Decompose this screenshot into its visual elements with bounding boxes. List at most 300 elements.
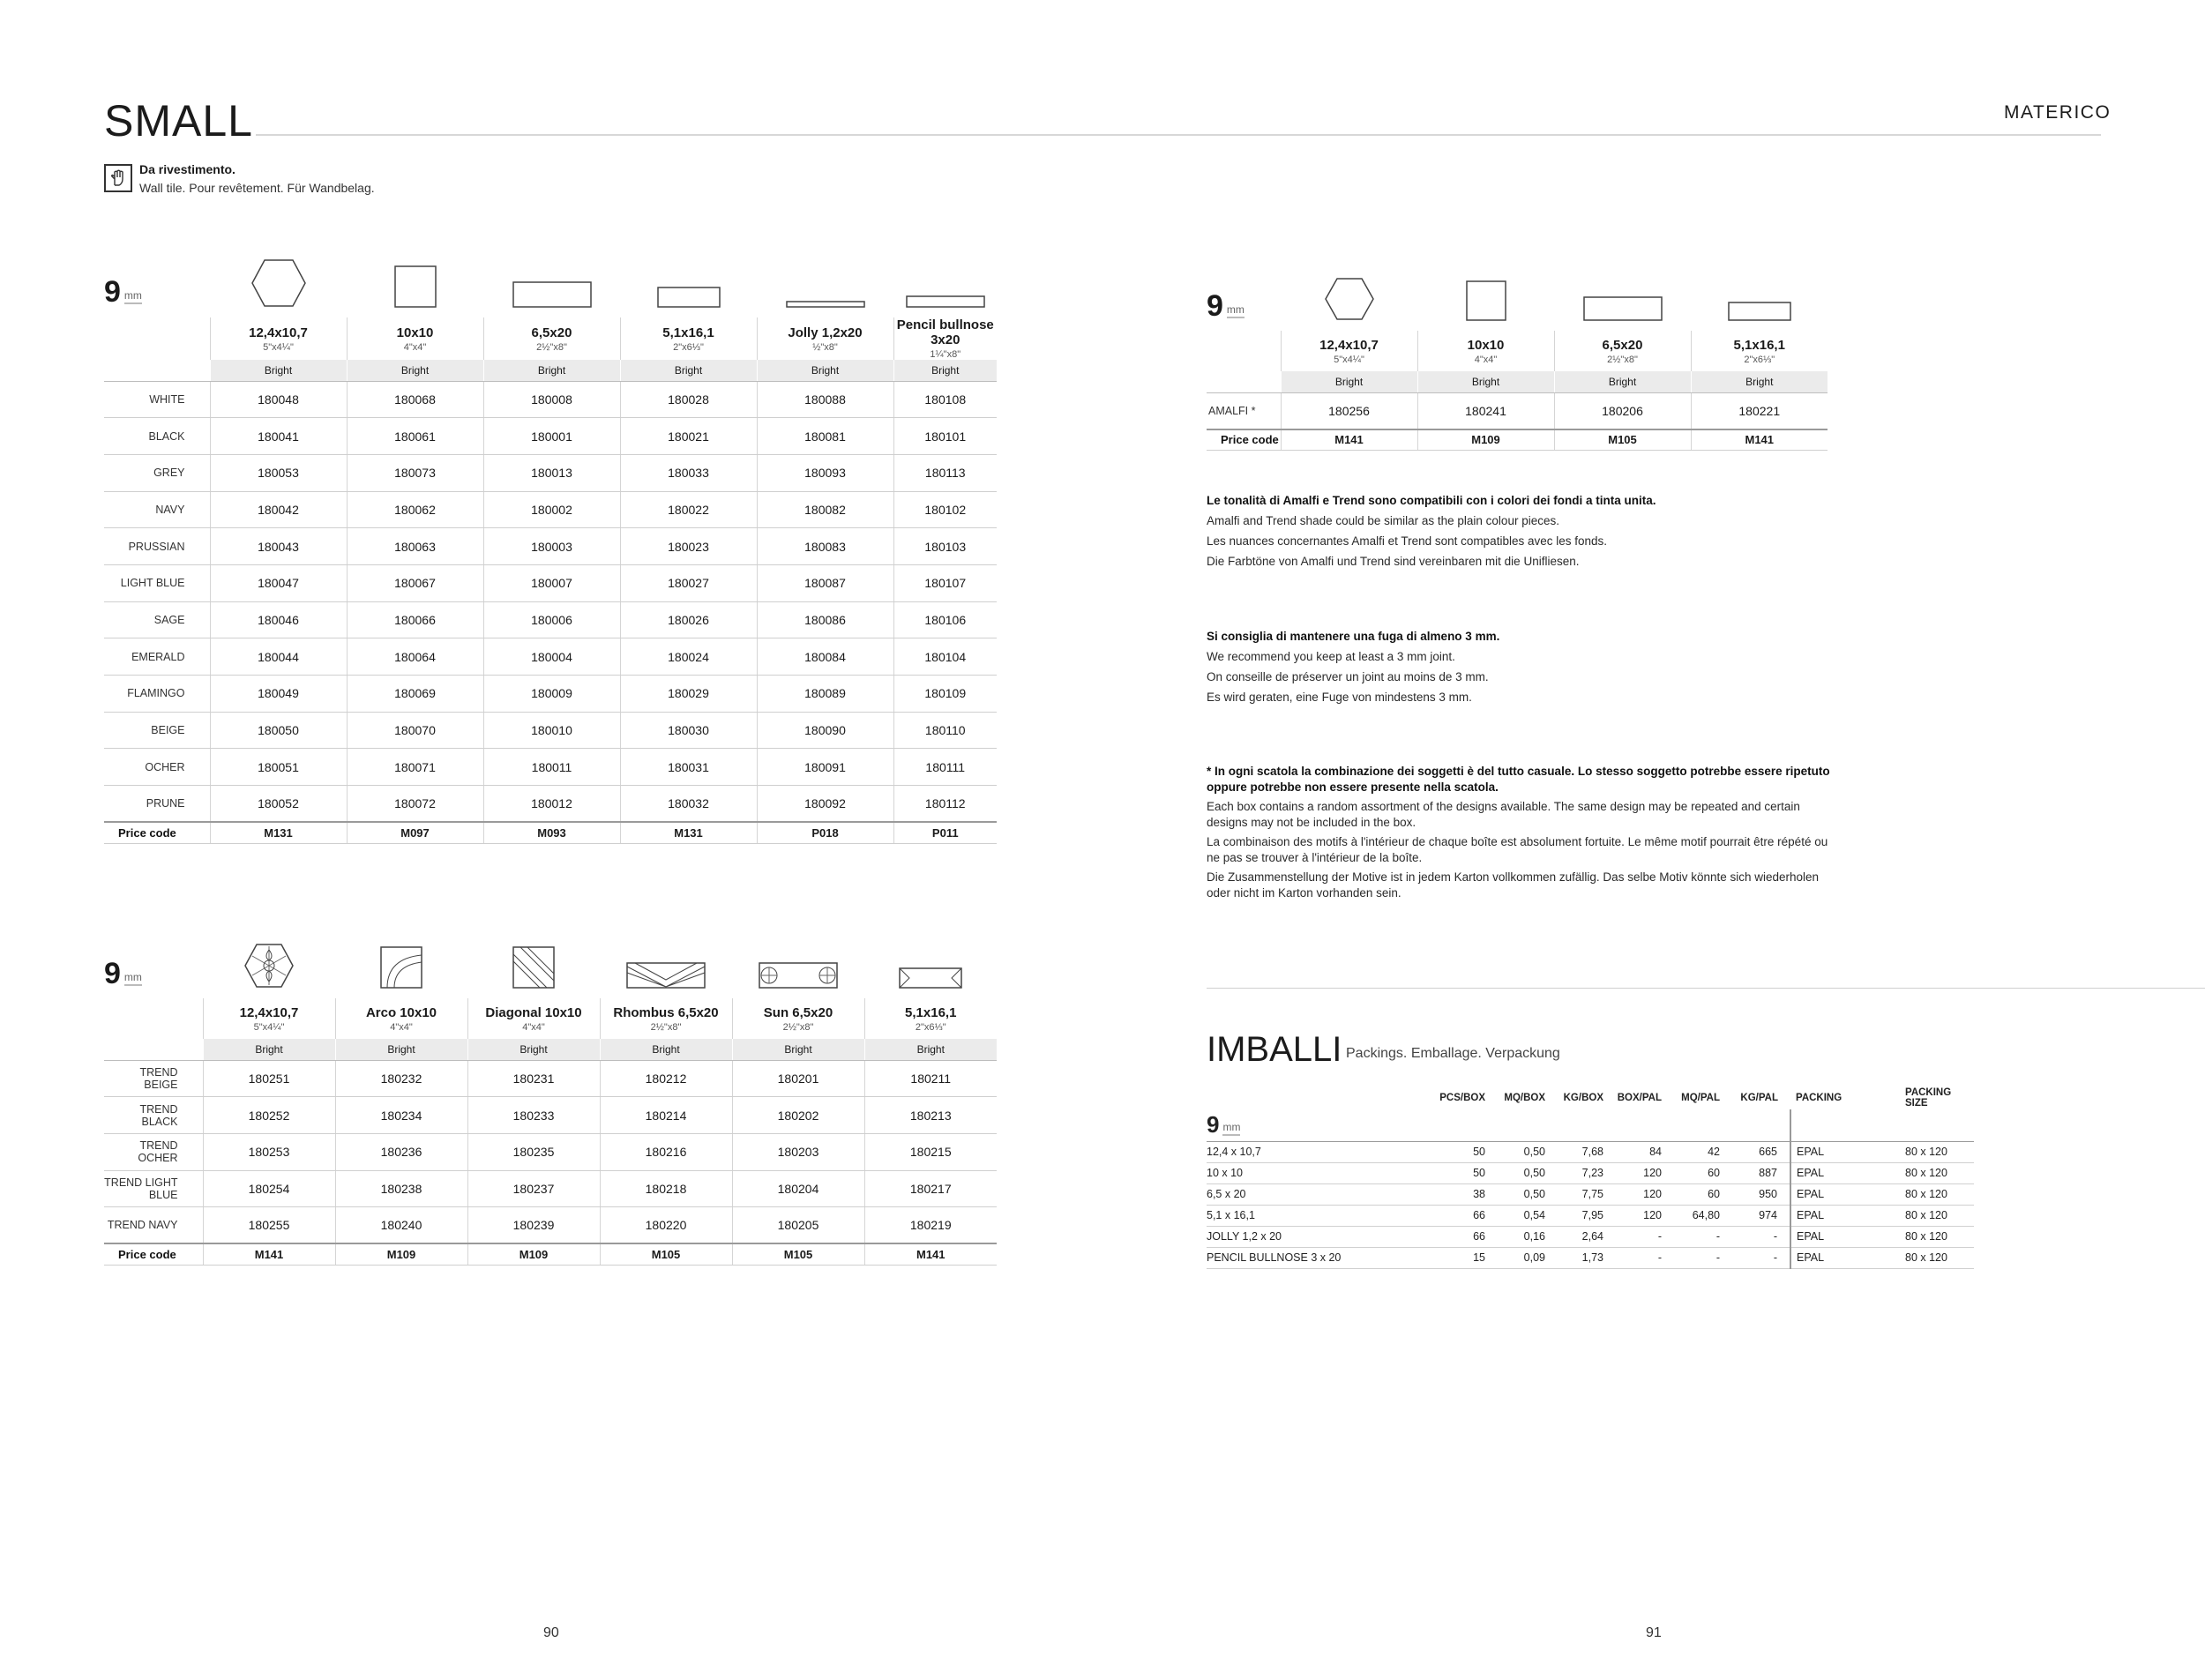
- table-row: [104, 712, 997, 749]
- packing-value: -: [1674, 1247, 1732, 1268]
- thickness-value: 9: [1207, 1111, 1220, 1139]
- packing-value: 0,09: [1498, 1247, 1558, 1268]
- table-row: [104, 1133, 997, 1170]
- packing-value: 0,54: [1498, 1205, 1558, 1226]
- price-code: M141: [1281, 429, 1417, 451]
- product-code: 180241: [1417, 392, 1554, 429]
- product-code: 180068: [347, 381, 483, 418]
- table-row: [104, 601, 997, 638]
- finish-label: Bright: [203, 1039, 335, 1060]
- page-number-left: 90: [543, 1625, 559, 1640]
- size-header-cell: [210, 317, 347, 360]
- product-code: 180032: [620, 786, 757, 823]
- table-row: [104, 749, 997, 786]
- product-code: 180235: [467, 1133, 600, 1170]
- product-code: 180091: [757, 749, 893, 786]
- tile-size-inches: 2½"x8": [650, 1021, 682, 1033]
- tile-size: Diagonal 10x10: [485, 1004, 582, 1020]
- wall-tile-icon: [104, 164, 132, 192]
- packing-value: -: [1616, 1226, 1674, 1247]
- size-header-cell: [732, 998, 864, 1039]
- packing-size-name: 12,4 x 10,7: [1207, 1141, 1436, 1162]
- color-name: WHITE: [104, 381, 210, 418]
- product-code: 180218: [600, 1170, 732, 1207]
- product-code: 180252: [203, 1097, 335, 1134]
- tile-size: 12,4x10,7: [239, 1004, 299, 1020]
- product-code: 180013: [483, 454, 620, 491]
- packing-size-name: PENCIL BULLNOSE 3 x 20: [1207, 1247, 1436, 1268]
- tile-size-inches: 2½"x8": [782, 1021, 814, 1033]
- product-code: 180009: [483, 676, 620, 713]
- product-code: 180063: [347, 528, 483, 565]
- table-row: [104, 454, 997, 491]
- product-code: 180050: [210, 712, 347, 749]
- tile-size-inches: 2"x6⅓": [673, 341, 704, 353]
- packing-value: 974: [1732, 1205, 1790, 1226]
- price-code-label: Price code: [104, 822, 210, 843]
- tile-size-inches: 2½"x8": [1607, 354, 1638, 365]
- product-code: 180219: [864, 1207, 997, 1244]
- product-code: 180231: [467, 1060, 600, 1097]
- packing-value: 80 x 120: [1900, 1247, 1974, 1268]
- table-row: [104, 564, 997, 601]
- product-code: 180093: [757, 454, 893, 491]
- tile-size-inches: 5"x4¼": [253, 1021, 285, 1033]
- note-shade: [1207, 490, 1842, 571]
- product-code: 180237: [467, 1170, 600, 1207]
- size-header-cell: [864, 998, 997, 1039]
- price-code: P018: [757, 822, 893, 843]
- tile-size-inches: 1¼"x8": [930, 349, 961, 360]
- price-code: M141: [203, 1243, 335, 1265]
- product-code: 180221: [1691, 392, 1828, 429]
- rectangle-tile-icon: [1691, 269, 1828, 331]
- packing-value: -: [1616, 1247, 1674, 1268]
- packing-value: 80 x 120: [1900, 1141, 1974, 1162]
- packing-value: 1,73: [1558, 1247, 1616, 1268]
- packing-value: 80 x 120: [1900, 1162, 1974, 1183]
- packing-value: 950: [1732, 1183, 1790, 1205]
- product-code: 180043: [210, 528, 347, 565]
- tile-size-inches: 5"x4¼": [263, 341, 294, 353]
- product-code: 180251: [203, 1060, 335, 1097]
- product-code: 180011: [483, 749, 620, 786]
- page-title: SMALL: [104, 96, 253, 146]
- tile-size: 5,1x16,1: [1733, 337, 1785, 353]
- product-code: 180203: [732, 1133, 864, 1170]
- packing-value: 120: [1616, 1183, 1674, 1205]
- product-code: 180001: [483, 418, 620, 455]
- price-code: M131: [210, 822, 347, 843]
- product-code: 180102: [893, 491, 997, 528]
- packing-value: 60: [1674, 1162, 1732, 1183]
- product-code: 180204: [732, 1170, 864, 1207]
- product-code: 180254: [203, 1170, 335, 1207]
- packing-value: 42: [1674, 1141, 1732, 1162]
- color-name: PRUNE: [104, 786, 210, 823]
- product-code: 180021: [620, 418, 757, 455]
- price-code: P011: [893, 822, 997, 843]
- product-code: 180232: [335, 1060, 467, 1097]
- finish-label: Bright: [210, 360, 347, 381]
- table-row: [1207, 392, 1828, 429]
- finish-label: Bright: [732, 1039, 864, 1060]
- packing-column-header: PACKING: [1796, 1093, 1842, 1103]
- tile-size: 5,1x16,1: [662, 325, 714, 340]
- packing-value: 120: [1616, 1162, 1674, 1183]
- table-row: [1207, 1247, 1974, 1268]
- thickness-value: 9: [1207, 289, 1223, 323]
- color-name: SAGE: [104, 601, 210, 638]
- product-code: 180089: [757, 676, 893, 713]
- note-joint-fr: On conseille de préserver un joint au moins de 3 mm.: [1207, 670, 1489, 683]
- packing-value: 120: [1616, 1205, 1674, 1226]
- size-header-cell: [1554, 331, 1691, 371]
- color-name: TREND LIGHT BLUE: [104, 1170, 203, 1207]
- price-code: M105: [1554, 429, 1691, 451]
- product-code: 180202: [732, 1097, 864, 1134]
- size-header-cell: [893, 317, 997, 360]
- size-header-cell: [600, 998, 732, 1039]
- tile-size: 6,5x20: [531, 325, 572, 340]
- usage-description: Wall tile. Pour revêtement. Für Wandbelag.: [139, 181, 375, 195]
- price-code: M109: [467, 1243, 600, 1265]
- packing-column-header: MQ/PAL: [1681, 1093, 1720, 1103]
- packing-size-name: JOLLY 1,2 x 20: [1207, 1226, 1436, 1247]
- note-random-de: Die Zusammenstellung der Motive ist in jedem Karton vollkommen zufällig. Das selbe Motiv könnte sich wiederholen oder nicht im Karton vorhanden sein.: [1207, 870, 1820, 900]
- tile-size: Arco 10x10: [365, 1004, 437, 1020]
- table-row: [1207, 1183, 1974, 1205]
- color-name: BEIGE: [104, 712, 210, 749]
- rectangle-tile-icon: [1554, 269, 1691, 331]
- thickness-value: 9: [104, 957, 121, 990]
- packing-value: -: [1674, 1226, 1732, 1247]
- packing-table: [1207, 1086, 1974, 1269]
- color-name: EMERALD: [104, 638, 210, 676]
- product-code: 180044: [210, 638, 347, 676]
- tile-size: 6,5x20: [1602, 337, 1643, 353]
- packing-column-header: BOX/PAL: [1617, 1093, 1662, 1103]
- product-code: 180112: [893, 786, 997, 823]
- packing-value: 84: [1616, 1141, 1674, 1162]
- note-random-title: * In ogni scatola la combinazione dei soggetti è del tutto casuale. Lo stesso soggetto potrebbe essere ripetuto oppure potrebbe non essere presente nella scatola.: [1207, 765, 1830, 794]
- packing-value: 7,68: [1558, 1141, 1616, 1162]
- packing-value: 7,95: [1558, 1205, 1616, 1226]
- product-code: 180240: [335, 1207, 467, 1244]
- product-code: 180030: [620, 712, 757, 749]
- product-code: 180205: [732, 1207, 864, 1244]
- section-divider: [1207, 988, 2205, 989]
- color-name: NAVY: [104, 491, 210, 528]
- tile-size-inches: ½"x8": [812, 341, 838, 353]
- product-code: 180236: [335, 1133, 467, 1170]
- pencil-bullnose-tile-icon: [893, 256, 997, 317]
- finish-label: Bright: [335, 1039, 467, 1060]
- packing-column-header: KG/PAL: [1740, 1093, 1778, 1103]
- product-code: 180052: [210, 786, 347, 823]
- tile-size: 10x10: [396, 325, 434, 340]
- product-code: 180073: [347, 454, 483, 491]
- product-code: 180212: [600, 1060, 732, 1097]
- packing-value: 7,75: [1558, 1183, 1616, 1205]
- price-code: M109: [1417, 429, 1554, 451]
- price-code-row: [104, 1243, 997, 1265]
- note-random-en: Each box contains a random assortment of the designs available. The same design may be repeated and certain designs may not be included in the box.: [1207, 800, 1800, 829]
- brand-name: MATERICO: [2004, 102, 2112, 123]
- product-code: 180090: [757, 712, 893, 749]
- packing-value: EPAL: [1790, 1205, 1900, 1226]
- product-code: 180006: [483, 601, 620, 638]
- color-name: TREND OCHER: [104, 1133, 203, 1170]
- packing-value: 38: [1436, 1183, 1498, 1205]
- price-code-row: [104, 822, 997, 843]
- product-code: 180010: [483, 712, 620, 749]
- tile-table-plain: [104, 256, 997, 844]
- product-code: 180072: [347, 786, 483, 823]
- diagonal-tile-icon: [467, 937, 600, 998]
- product-code: 180066: [347, 601, 483, 638]
- product-code: 180239: [467, 1207, 600, 1244]
- packing-value: 66: [1436, 1226, 1498, 1247]
- product-code: 180213: [864, 1097, 997, 1134]
- product-code: 180026: [620, 601, 757, 638]
- finish-label: Bright: [600, 1039, 732, 1060]
- packing-value: 0,16: [1498, 1226, 1558, 1247]
- product-code: 180206: [1554, 392, 1691, 429]
- product-code: 180007: [483, 564, 620, 601]
- thickness-unit: mm: [1222, 1121, 1240, 1136]
- product-code: 180238: [335, 1170, 467, 1207]
- product-code: 180003: [483, 528, 620, 565]
- product-code: 180023: [620, 528, 757, 565]
- table-row: [1207, 1205, 1974, 1226]
- product-code: 180092: [757, 786, 893, 823]
- price-code: M097: [347, 822, 483, 843]
- color-name: FLAMINGO: [104, 676, 210, 713]
- packing-value: EPAL: [1790, 1247, 1900, 1268]
- color-name: OCHER: [104, 749, 210, 786]
- packing-value: -: [1732, 1247, 1790, 1268]
- color-name: TREND NAVY: [104, 1207, 203, 1244]
- table-row: [104, 676, 997, 713]
- product-code: 180004: [483, 638, 620, 676]
- arco-tile-icon: [335, 937, 467, 998]
- product-code: 180048: [210, 381, 347, 418]
- product-code: 180201: [732, 1060, 864, 1097]
- thickness-unit: mm: [124, 289, 142, 304]
- product-code: 180106: [893, 601, 997, 638]
- tile-table-amalfi: [1207, 269, 1828, 451]
- title-divider: [256, 134, 2101, 136]
- table-row: [104, 528, 997, 565]
- product-code: 180002: [483, 491, 620, 528]
- color-name: LIGHT BLUE: [104, 564, 210, 601]
- finish-label: Bright: [1417, 371, 1554, 392]
- sun-tile-icon: [732, 937, 864, 998]
- packing-value: 50: [1436, 1162, 1498, 1183]
- finish-label: Bright: [483, 360, 620, 381]
- packing-value: 7,23: [1558, 1162, 1616, 1183]
- size-header-cell: [347, 317, 483, 360]
- product-code: 180053: [210, 454, 347, 491]
- thickness-unit: mm: [124, 971, 142, 986]
- tile-size-inches: 4"x4": [403, 341, 427, 353]
- size-header-cell: [1691, 331, 1828, 371]
- table-row: [104, 491, 997, 528]
- product-code: 180033: [620, 454, 757, 491]
- product-code: 180081: [757, 418, 893, 455]
- packing-value: 0,50: [1498, 1141, 1558, 1162]
- product-code: 180215: [864, 1133, 997, 1170]
- finish-label: Bright: [864, 1039, 997, 1060]
- product-code: 180083: [757, 528, 893, 565]
- price-code-label: Price code: [1207, 429, 1281, 451]
- product-code: 180255: [203, 1207, 335, 1244]
- table-row: [1207, 1162, 1974, 1183]
- table-row: [104, 786, 997, 823]
- packing-value: 66: [1436, 1205, 1498, 1226]
- note-joint: [1207, 626, 1842, 707]
- table-row: [104, 1207, 997, 1244]
- product-code: 180104: [893, 638, 997, 676]
- size-header-cell: [483, 317, 620, 360]
- packing-value: 80 x 120: [1900, 1226, 1974, 1247]
- tile-size-inches: 4"x4": [1474, 354, 1498, 365]
- tile-size: Sun 6,5x20: [763, 1004, 833, 1020]
- size-header-cell: [1281, 331, 1417, 371]
- size-header-cell: [620, 317, 757, 360]
- product-code: 180069: [347, 676, 483, 713]
- packing-value: 887: [1732, 1162, 1790, 1183]
- product-code: 180082: [757, 491, 893, 528]
- packing-size-name: 10 x 10: [1207, 1162, 1436, 1183]
- packing-value: 15: [1436, 1247, 1498, 1268]
- table-row: [104, 638, 997, 676]
- product-code: 180008: [483, 381, 620, 418]
- packing-value: -: [1732, 1226, 1790, 1247]
- table-row: [1207, 1226, 1974, 1247]
- product-code: 180062: [347, 491, 483, 528]
- product-code: 180109: [893, 676, 997, 713]
- product-code: 180088: [757, 381, 893, 418]
- note-joint-title: Si consiglia di mantenere una fuga di almeno 3 mm.: [1207, 630, 1500, 643]
- price-code-row: [1207, 429, 1828, 451]
- finish-label: Bright: [1691, 371, 1828, 392]
- finish-label: Bright: [757, 360, 893, 381]
- thickness-unit: mm: [1227, 303, 1245, 318]
- color-name: AMALFI *: [1207, 392, 1281, 429]
- price-code-label: Price code: [104, 1243, 203, 1265]
- color-name: PRUSSIAN: [104, 528, 210, 565]
- color-name: BLACK: [104, 418, 210, 455]
- packing-column-header: PCS/BOX: [1439, 1093, 1485, 1103]
- product-code: 180103: [893, 528, 997, 565]
- product-code: 180101: [893, 418, 997, 455]
- product-code: 180087: [757, 564, 893, 601]
- product-code: 180108: [893, 381, 997, 418]
- tile-table-trend: [104, 937, 997, 1266]
- product-code: 180046: [210, 601, 347, 638]
- square-tile-icon: [1417, 269, 1554, 331]
- product-code: 180029: [620, 676, 757, 713]
- product-code: 180107: [893, 564, 997, 601]
- note-joint-de: Es wird geraten, eine Fuge von mindestens 3 mm.: [1207, 691, 1472, 704]
- jolly-tile-icon: [757, 256, 893, 317]
- packing-value: EPAL: [1790, 1162, 1900, 1183]
- product-code: 180042: [210, 491, 347, 528]
- table-row: [104, 381, 997, 418]
- color-name: GREY: [104, 454, 210, 491]
- packing-value: 80 x 120: [1900, 1205, 1974, 1226]
- finish-label: Bright: [1554, 371, 1691, 392]
- hexagon-pattern-tile-icon: [203, 937, 335, 998]
- rectangle-tile-icon: [483, 256, 620, 317]
- price-code: M105: [600, 1243, 732, 1265]
- product-code: 180234: [335, 1097, 467, 1134]
- packing-value: 0,50: [1498, 1162, 1558, 1183]
- tile-size: 12,4x10,7: [249, 325, 308, 340]
- hexagon-tile-icon: [210, 256, 347, 317]
- product-code: 180086: [757, 601, 893, 638]
- product-code: 180024: [620, 638, 757, 676]
- tile-size: Pencil bullnose 3x20: [896, 317, 994, 347]
- finish-label: Bright: [467, 1039, 600, 1060]
- tile-size: 10x10: [1467, 337, 1505, 353]
- product-code: 180256: [1281, 392, 1417, 429]
- note-shade-en: Amalfi and Trend shade could be similar as the plain colour pieces.: [1207, 514, 1559, 527]
- product-code: 180071: [347, 749, 483, 786]
- product-code: 180022: [620, 491, 757, 528]
- packing-value: 50: [1436, 1141, 1498, 1162]
- packing-value: 64,80: [1674, 1205, 1732, 1226]
- product-code: 180217: [864, 1170, 997, 1207]
- tile-size-inches: 4"x4": [390, 1021, 413, 1033]
- size-header-cell: [335, 998, 467, 1039]
- table-row: [1207, 1141, 1974, 1162]
- product-code: 180111: [893, 749, 997, 786]
- packing-column-header: PACKING SIZE: [1905, 1087, 1952, 1109]
- product-code: 180064: [347, 638, 483, 676]
- size-header-cell: [757, 317, 893, 360]
- packing-value: EPAL: [1790, 1226, 1900, 1247]
- packing-value: EPAL: [1790, 1141, 1900, 1162]
- color-name: TREND BEIGE: [104, 1060, 203, 1097]
- packing-value: 80 x 120: [1900, 1183, 1974, 1205]
- rectangle-tile-icon: [620, 256, 757, 317]
- usage-title: Da rivestimento.: [139, 162, 235, 176]
- table-row: [104, 1060, 997, 1097]
- product-code: 180070: [347, 712, 483, 749]
- note-shade-fr: Les nuances concernantes Amalfi et Trend sont compatibles avec les fonds.: [1207, 534, 1608, 548]
- tile-size-inches: 4"x4": [522, 1021, 545, 1033]
- size-header-cell: [1417, 331, 1554, 371]
- product-code: 180084: [757, 638, 893, 676]
- price-code: M131: [620, 822, 757, 843]
- product-code: 180051: [210, 749, 347, 786]
- price-code: M141: [1691, 429, 1828, 451]
- note-joint-en: We recommend you keep at least a 3 mm joint.: [1207, 650, 1455, 663]
- note-random-fr: La combinaison des motifs à l'intérieur de chaque boîte est absolument fortuite. Le même motif pourrait être répété ou ne pas se trouver à l'intérieur de la boîte.: [1207, 835, 1828, 864]
- finish-label: Bright: [1281, 371, 1417, 392]
- table-row: [104, 418, 997, 455]
- product-code: 180049: [210, 676, 347, 713]
- product-code: 180220: [600, 1207, 732, 1244]
- table-row: [104, 1170, 997, 1207]
- packing-value: 60: [1674, 1183, 1732, 1205]
- square-tile-icon: [347, 256, 483, 317]
- tile-size-inches: 2"x6⅓": [1744, 354, 1775, 365]
- packing-value: 2,64: [1558, 1226, 1616, 1247]
